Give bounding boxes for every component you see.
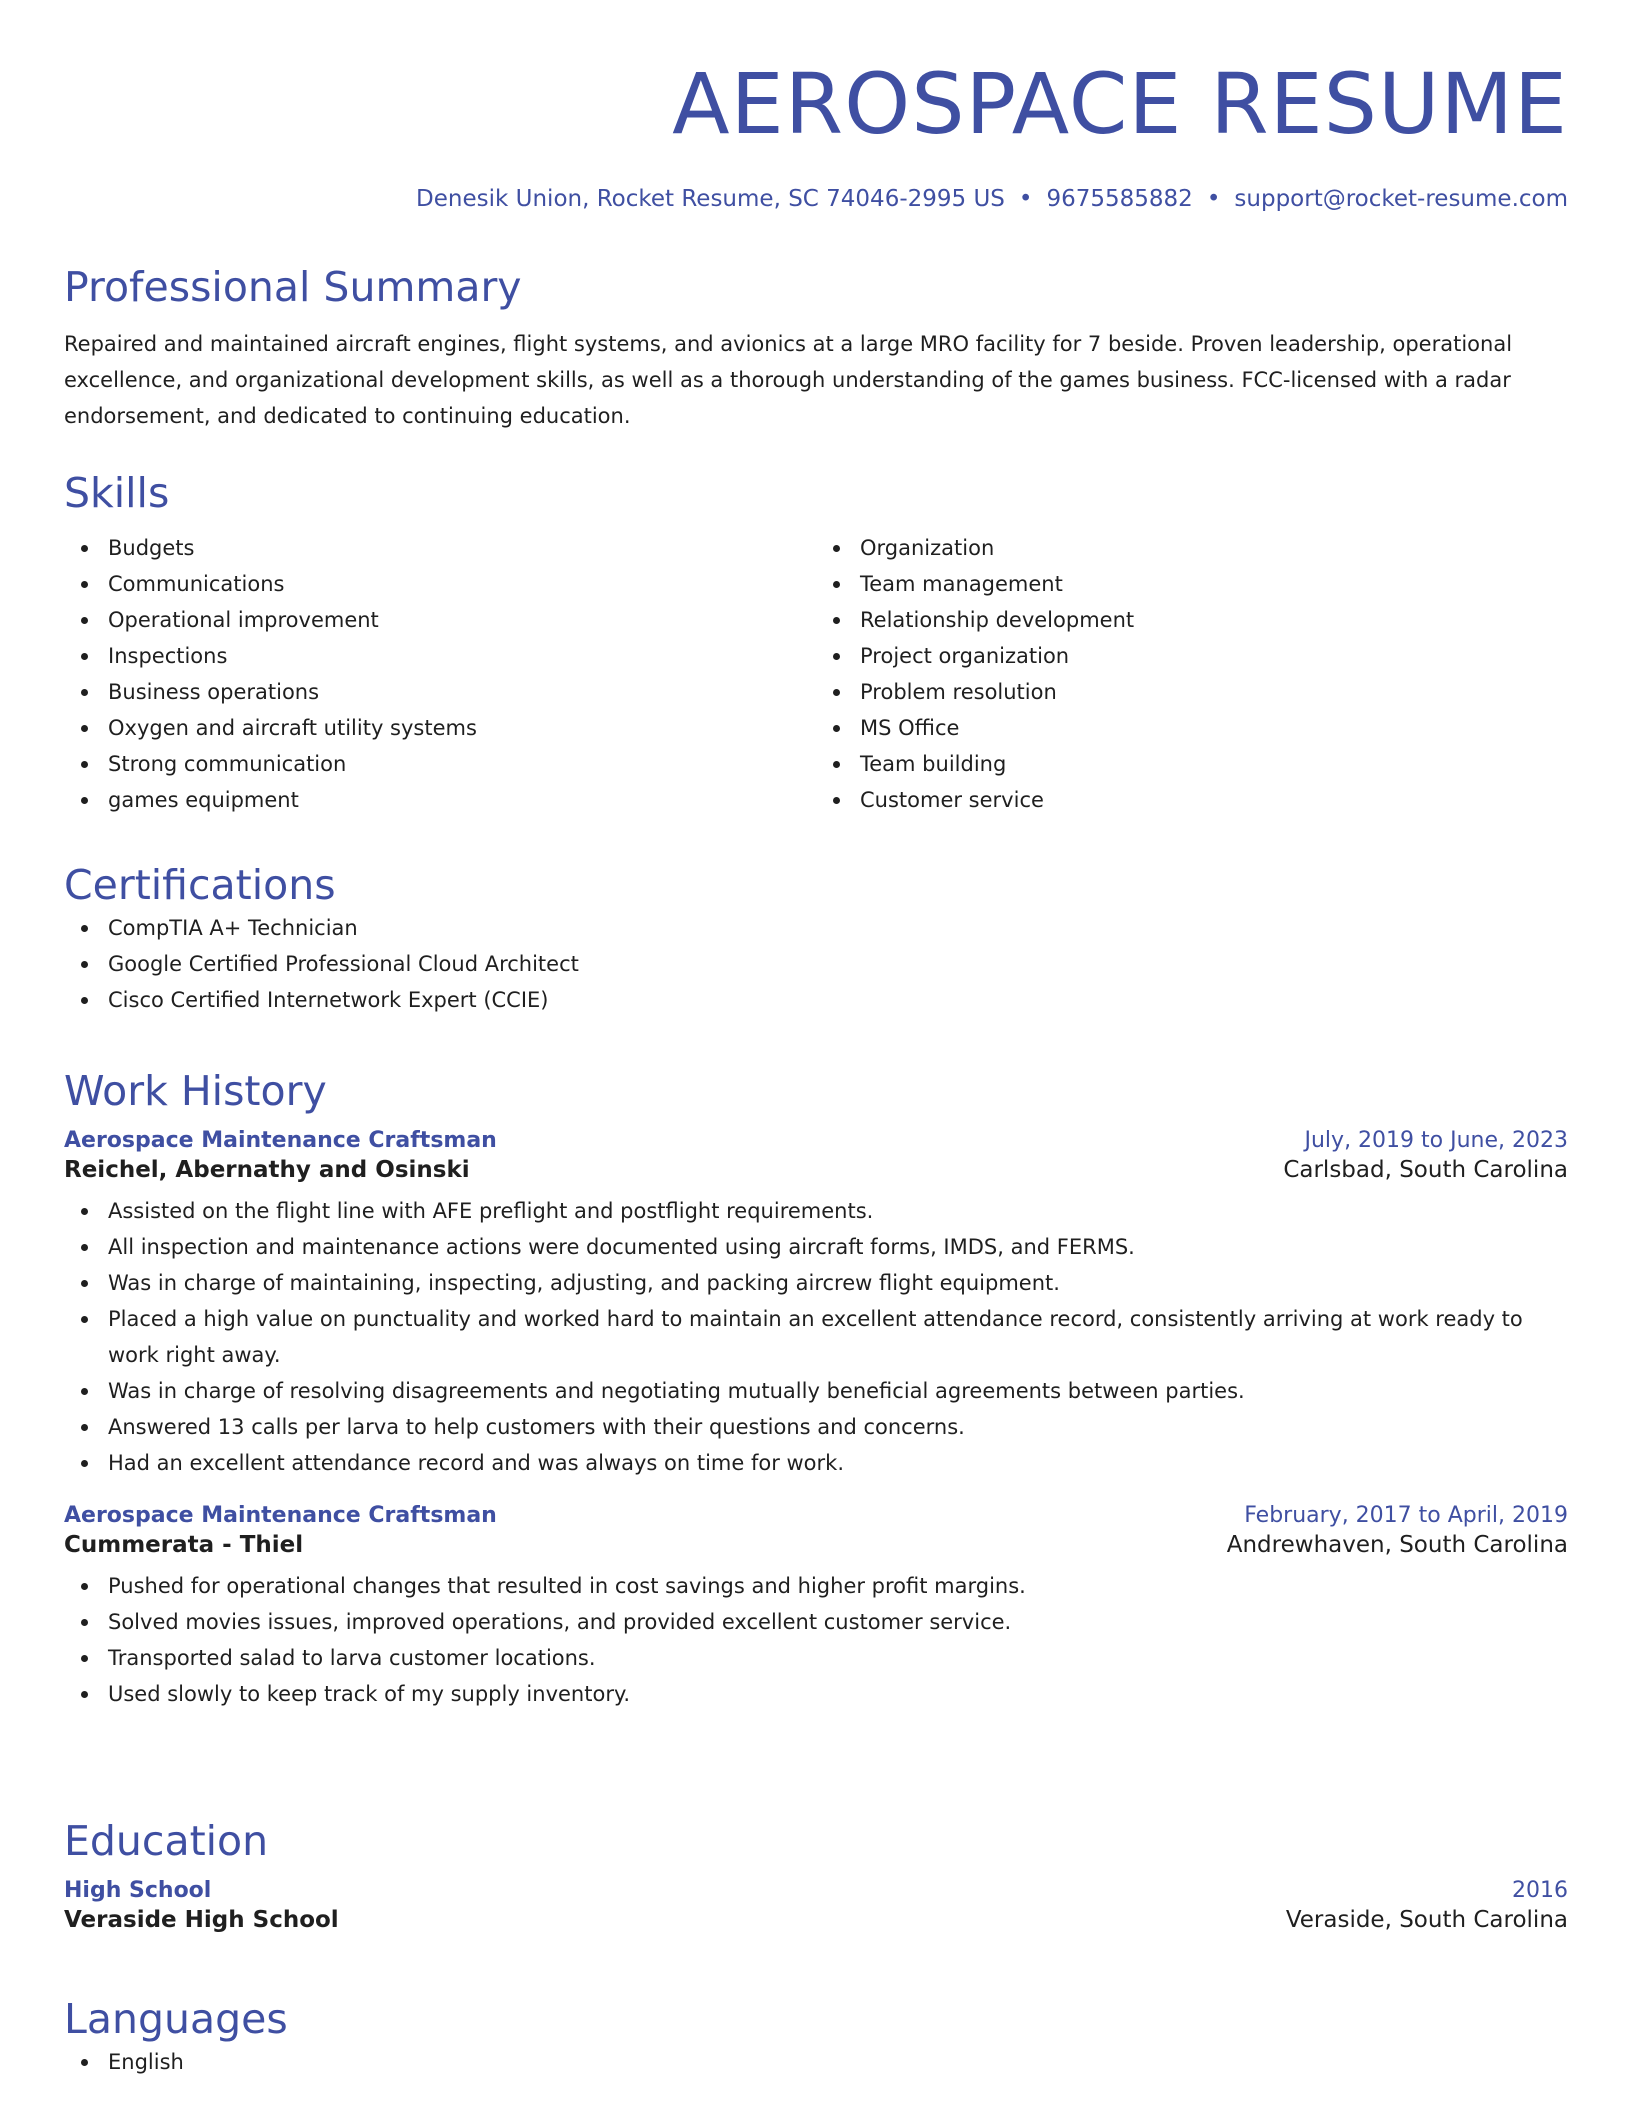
contact-separator: • (1018, 186, 1033, 212)
education-location: Veraside, South Carolina (1285, 1907, 1568, 1933)
section-heading: Education (64, 1817, 269, 1865)
job-duty: Placed a high value on punctuality and worked hard to maintain an excellent attendance record, consistently arriving at work ready to work right away. (64, 1301, 1568, 1373)
certification-item: Cisco Certified Internetwork Expert (CCIE) (64, 982, 1568, 1018)
skill-item: Strong communication (64, 746, 816, 782)
skills-columns (64, 530, 1568, 818)
job-duty: Pushed for operational changes that resulted in cost savings and higher profit margins. (64, 1568, 1568, 1604)
section-heading: Work History (64, 1067, 327, 1115)
skill-item: Budgets (64, 530, 816, 566)
job-employer: Cummerata - Thiel (64, 1532, 304, 1558)
languages-section (64, 1994, 1568, 2080)
job-location: Andrewhaven, South Carolina (1226, 1532, 1568, 1558)
job-duty: Used slowly to keep track of my supply inventory. (64, 1676, 1568, 1712)
contact-line (64, 184, 1568, 214)
section-heading: Certifications (64, 861, 336, 909)
certification-item: CompTIA A+ Technician (64, 910, 1568, 946)
job-location: Carlsbad, South Carolina (1283, 1157, 1568, 1183)
skill-item: Problem resolution (816, 674, 1568, 710)
job-title: Aerospace Maintenance Craftsman (64, 1128, 497, 1153)
job-entry (64, 1503, 1568, 1712)
skills-list-right (816, 530, 1568, 818)
contact-address: Denesik Union, Rocket Resume, SC 74046-2995 US (416, 186, 1005, 212)
skills-list-left (64, 530, 816, 818)
job-duties-list (64, 1568, 1568, 1712)
section-heading: Professional Summary (64, 263, 522, 311)
skill-item: MS Office (816, 710, 1568, 746)
job-duty: All inspection and maintenance actions were documented using aircraft forms, IMDS, and FERMS. (64, 1229, 1568, 1265)
resume-page (64, 0, 1568, 2074)
skill-item: Relationship development (816, 602, 1568, 638)
education-degree: High School (64, 1878, 212, 1903)
certifications-list (64, 910, 1568, 1018)
skill-item: Customer service (816, 782, 1568, 818)
skill-item: Communications (64, 566, 816, 602)
languages-list (64, 2044, 1568, 2080)
job-duty: Answered 13 calls per larva to help customers with their questions and concerns. (64, 1409, 1568, 1445)
skill-item: games equipment (64, 782, 816, 818)
summary-section (64, 262, 1568, 434)
language-item: English (64, 2044, 1568, 2080)
contact-email[interactable]: support@rocket-resume.com (1234, 186, 1568, 212)
education-entry (64, 1878, 1568, 1933)
skill-item: Inspections (64, 638, 816, 674)
education-section (64, 1816, 1568, 1933)
job-title: Aerospace Maintenance Craftsman (64, 1503, 497, 1528)
skill-item: Oxygen and aircraft utility systems (64, 710, 816, 746)
job-duty: Solved movies issues, improved operations, and provided excellent customer service. (64, 1604, 1568, 1640)
job-entry (64, 1128, 1568, 1481)
job-duty: Was in charge of maintaining, inspecting, adjusting, and packing aircrew flight equipment. (64, 1265, 1568, 1301)
job-duty: Assisted on the flight line with AFE preflight and postflight requirements. (64, 1193, 1568, 1229)
education-school: Veraside High School (64, 1907, 339, 1933)
job-duties-list (64, 1193, 1568, 1481)
job-dates: July, 2019 to June, 2023 (1304, 1128, 1568, 1153)
skills-section (64, 468, 1568, 818)
contact-separator: • (1206, 186, 1221, 212)
section-heading: Languages (64, 1995, 288, 2043)
job-duty: Transported salad to larva customer locations. (64, 1640, 1568, 1676)
contact-phone: 9675585882 (1046, 186, 1193, 212)
job-dates: February, 2017 to April, 2019 (1244, 1503, 1568, 1528)
section-heading: Skills (64, 469, 170, 517)
job-duty: Had an excellent attendance record and was always on time for work. (64, 1445, 1568, 1481)
resume-title: AEROSPACE RESUME (672, 55, 1568, 153)
skill-item: Operational improvement (64, 602, 816, 638)
education-year: 2016 (1512, 1878, 1568, 1903)
certifications-section (64, 860, 1568, 1018)
certification-item: Google Certified Professional Cloud Architect (64, 946, 1568, 982)
job-employer: Reichel, Abernathy and Osinski (64, 1157, 470, 1183)
job-duty: Was in charge of resolving disagreements and negotiating mutually beneficial agreements between parties. (64, 1373, 1568, 1409)
skill-item: Project organization (816, 638, 1568, 674)
skill-item: Business operations (64, 674, 816, 710)
skill-item: Team management (816, 566, 1568, 602)
work-history-section (64, 1066, 1568, 1712)
summary-text: Repaired and maintained aircraft engines, flight systems, and avionics at a large MRO facility for 7 beside. Proven leadership, operational excellence, and organizational development skills, as well as a thorough understanding of the games business. FCC-licensed with a radar endorsement, and dedicated to continuing education. (64, 332, 1513, 428)
skill-item: Organization (816, 530, 1568, 566)
skill-item: Team building (816, 746, 1568, 782)
